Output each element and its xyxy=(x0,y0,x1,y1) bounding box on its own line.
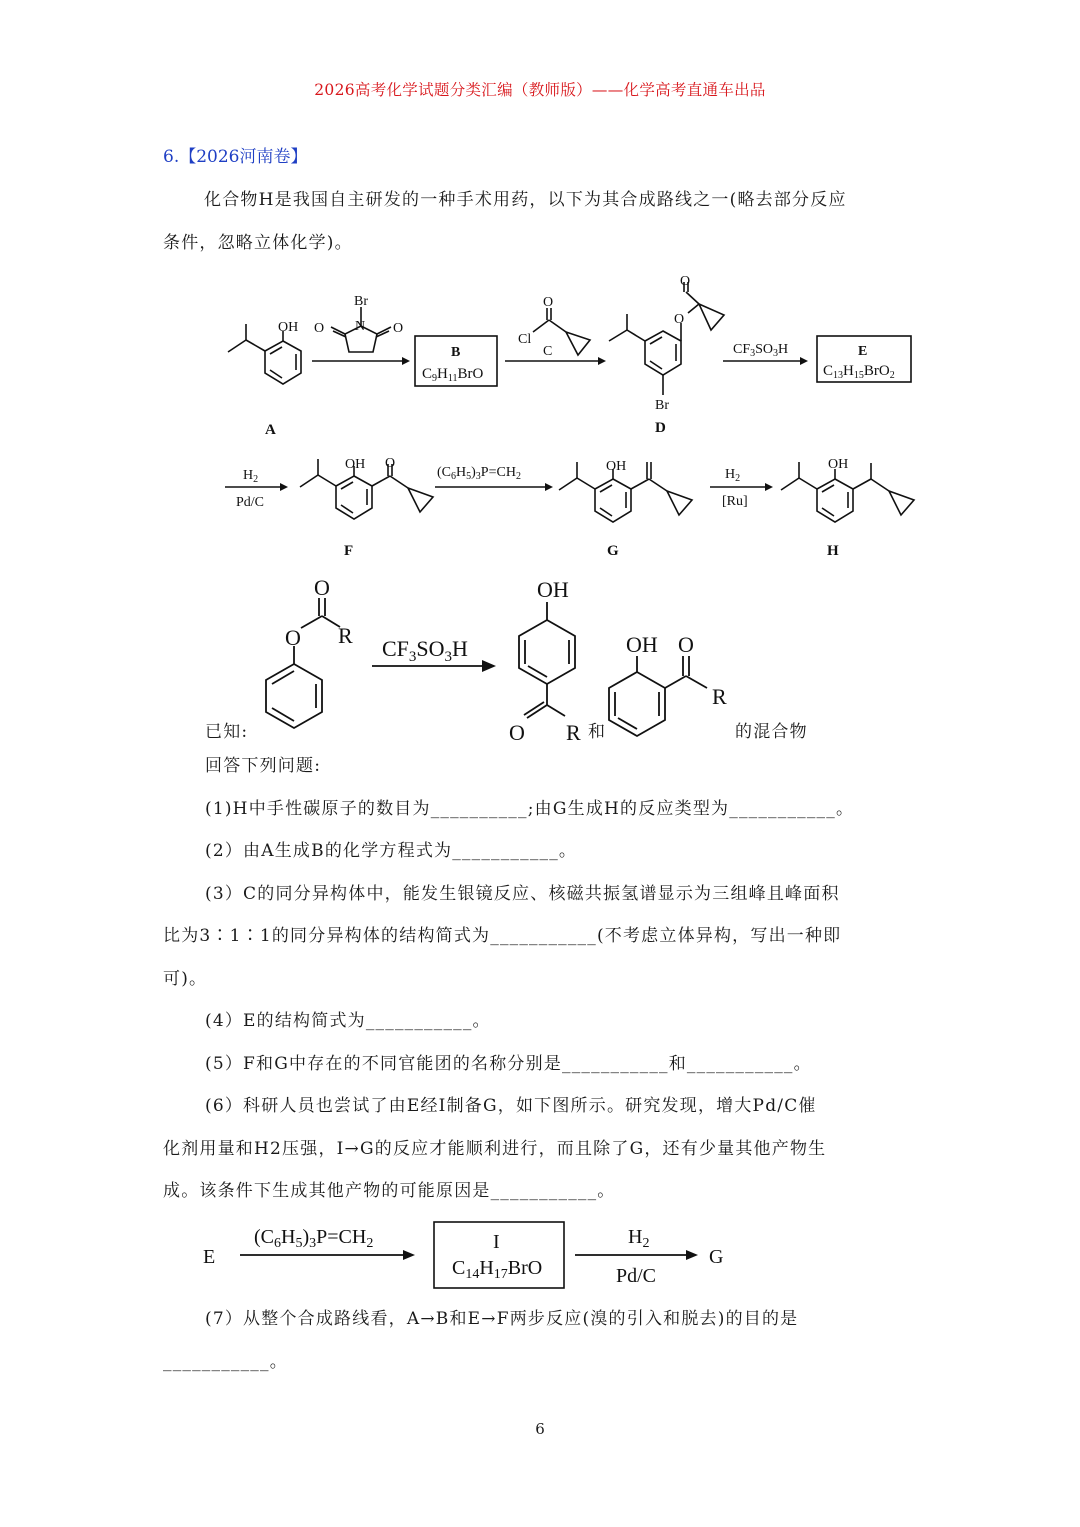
intro-line-1: 化合物H是我国自主研发的一种手术用药，以下为其合成路线之一(略去部分反应 xyxy=(204,190,847,210)
svg-text:O: O xyxy=(314,575,330,600)
known-reactant xyxy=(266,598,340,728)
svg-text:R: R xyxy=(566,720,581,745)
svg-text:Cl: Cl xyxy=(518,332,532,347)
scheme2-box-label: I xyxy=(493,1231,500,1253)
question-3-line2: 比为3∶1∶1的同分异构体的结构简式为___________(不考虑立体异构，写出一种即 xyxy=(163,926,842,946)
svg-text:OH: OH xyxy=(606,459,627,474)
question-5: (5）F和G中存在的不同官能团的名称分别是___________和___________。 xyxy=(205,1054,812,1074)
svg-text:H2: $H_2$ xyxy=(725,467,741,484)
label-B: B xyxy=(451,345,461,360)
svg-text:O: O xyxy=(543,295,554,310)
svg-text:Br: Br xyxy=(655,398,669,413)
molecule-F xyxy=(300,459,433,519)
known-suffix: 的混合物 xyxy=(735,722,808,742)
label-G: G xyxy=(607,543,619,559)
svg-text:O: O xyxy=(385,456,396,471)
svg-text:R: R xyxy=(338,623,353,648)
label-D: D xyxy=(655,420,666,436)
svg-text:OH: OH xyxy=(345,457,366,472)
svg-text:O: O xyxy=(509,720,525,745)
svg-text:H2: $H_2$ xyxy=(628,1226,650,1251)
scheme2-box-formula: $C_{14}H_{17}BrO$ xyxy=(452,1257,543,1282)
known-reagent: $CF_3SO_3H$ xyxy=(382,636,468,665)
reagent-EF-bottom: Pd/C xyxy=(236,495,265,510)
scheme2-reagent1: $(C_6H_5)_3P=CH_2$ xyxy=(254,1226,374,1251)
svg-text:O: O xyxy=(314,321,325,336)
scheme2-reagent2-bottom: Pd/C xyxy=(616,1265,657,1287)
question-4: (4）E的结构简式为___________。 xyxy=(205,1011,491,1031)
reagent-C-structure xyxy=(533,308,590,355)
known-and: 和 xyxy=(588,722,607,742)
molecule-D xyxy=(609,282,724,395)
reagent-GH-bottom: [Ru] xyxy=(722,494,748,509)
known-prefix: 已知: xyxy=(205,722,249,742)
known-product-para xyxy=(519,602,575,718)
label-A: A xyxy=(265,422,276,438)
question-7-line2: ___________。 xyxy=(163,1352,288,1372)
answer-intro: 回答下列问题: xyxy=(205,756,322,776)
scheme2-end: G xyxy=(709,1246,724,1268)
svg-text:OH: OH xyxy=(828,457,849,472)
question-3-line1: (3）C的同分异构体中，能发生银镜反应、核磁共振氢谱显示为三组峰且峰面积 xyxy=(205,884,840,904)
svg-text:Br: Br xyxy=(354,294,368,309)
svg-text:OH: OH xyxy=(278,320,299,335)
reagent-DE: $CF_3SO_3H$ xyxy=(733,342,789,359)
svg-text:O: O xyxy=(285,625,301,650)
label-E: E xyxy=(858,344,868,359)
scheme2-start: E xyxy=(203,1246,216,1268)
label-C: C xyxy=(543,344,553,359)
formula-B: $C_9H_{11}BrO$ xyxy=(422,366,484,384)
page-number: 6 xyxy=(535,1420,545,1438)
label-H: H xyxy=(827,543,839,559)
svg-text:O: O xyxy=(393,321,404,336)
question-number: 6.【2026河南卷】 xyxy=(163,147,308,167)
question-3-line3: 可)。 xyxy=(163,969,208,989)
svg-text:OH: OH xyxy=(537,577,569,602)
question-6-line1: (6）科研人员也尝试了由E经I制备G，如下图所示。研究发现，增大Pd/C催 xyxy=(205,1096,817,1116)
page-header: 2026高考化学试题分类汇编（教师版）——化学高考直通车出品 xyxy=(314,81,766,99)
known-product-ortho xyxy=(609,656,707,736)
svg-text:N: N xyxy=(355,319,366,334)
svg-text:O: O xyxy=(674,312,685,327)
question-2: (2）由A生成B的化学方程式为___________。 xyxy=(205,841,578,861)
svg-text:H2: $H_2$ xyxy=(243,468,259,485)
label-F: F xyxy=(344,543,354,559)
question-7-line1: (7）从整个合成路线看，A→B和E→F两步反应(溴的引入和脱去)的目的是 xyxy=(205,1309,799,1329)
svg-text:O: O xyxy=(678,632,694,657)
svg-text:OH: OH xyxy=(626,632,658,657)
question-6-line2: 化剂用量和H2压强，I→G的反应才能顺利进行，而且除了G，还有少量其他产物生 xyxy=(163,1139,827,1159)
formula-E: $C_{13}H_{15}BrO_2$ xyxy=(823,363,895,381)
intro-line-2: 条件，忽略立体化学)。 xyxy=(163,233,353,253)
svg-text:R: R xyxy=(712,684,727,709)
question-6-line3: 成。该条件下生成其他产物的可能原因是___________。 xyxy=(163,1181,616,1201)
reagent-FG: $(C_6H_5)_3P=CH_2$ xyxy=(437,465,521,482)
svg-text:O: O xyxy=(680,274,691,289)
question-1: (1)H中手性碳原子的数目为__________;由G生成H的反应类型为___________。 xyxy=(205,799,855,819)
